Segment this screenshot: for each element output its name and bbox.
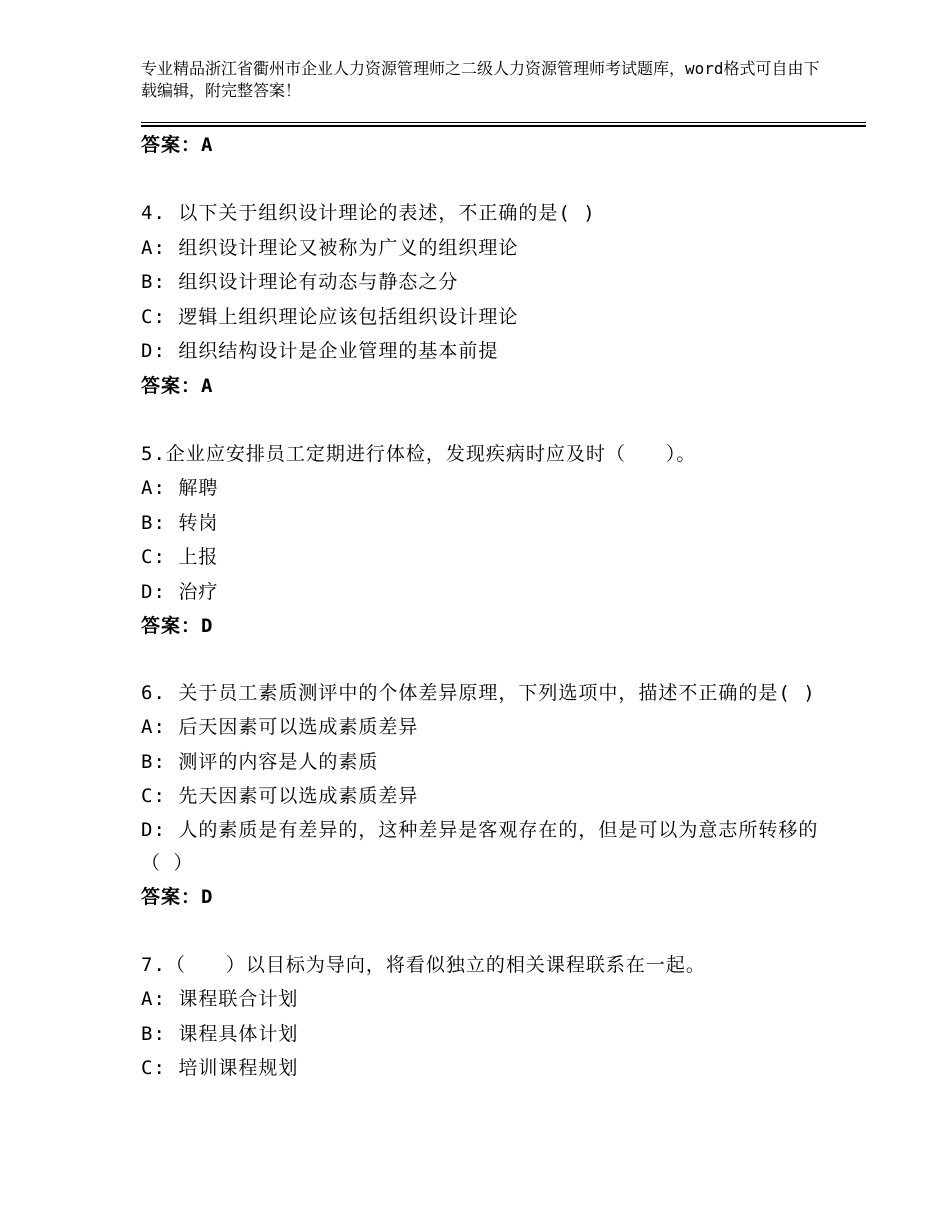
spacer (141, 643, 821, 677)
question-6 (141, 677, 821, 914)
option-c: C: 先天因素可以选成素质差异 (141, 785, 419, 807)
document-header: 专业精品浙江省衢州市企业人力资源管理师之二级人力资源管理师考试题库，word格式可自由下载编辑，附完整答案！ (141, 59, 820, 100)
answer-label: 答案：D (141, 615, 214, 637)
question-stem: 6. 关于员工素质测评中的个体差异原理，下列选项中，描述不正确的是( ) (141, 682, 816, 704)
answer-label: 答案：D (141, 885, 214, 908)
option-c: C: 逻辑上组织理论应该包括组织设计理论 (141, 305, 519, 328)
option-a: A: 组织设计理论又被称为广义的组织理论 (141, 236, 519, 259)
option-d: D: 治疗 (141, 580, 219, 603)
option-a: A: 后天因素可以选成素质差异 (141, 716, 419, 738)
option-c: C: 培训课程规划 (141, 1057, 299, 1079)
option-a: A: 课程联合计划 (141, 988, 299, 1010)
answer-label: 答案：A (141, 374, 214, 397)
option-c: C: 上报 (141, 546, 219, 568)
option-d: D: 组织结构设计是企业管理的基本前提 (141, 340, 499, 362)
question-4 (141, 196, 821, 403)
spacer (141, 162, 821, 196)
question-stem: 4. 以下关于组织设计理论的表述，不正确的是( ) (141, 202, 596, 224)
question-5 (141, 437, 821, 644)
header-rule-top (141, 122, 866, 123)
header-rule-bottom (141, 125, 866, 127)
spacer (141, 914, 821, 948)
option-b: B: 组织设计理论有动态与静态之分 (141, 271, 459, 293)
question-list (141, 128, 821, 1086)
option-b: B: 转岗 (141, 511, 219, 534)
option-d: D: 人的素质是有差异的，这种差异是客观存在的，但是可以为意志所转移的（ ） (141, 818, 819, 874)
question-stem: 5.企业应安排员工定期进行体检，发现疾病时应及时（ ）。 (141, 442, 697, 465)
option-b: B: 测评的内容是人的素质 (141, 750, 379, 773)
spacer (141, 403, 821, 437)
option-a: A: 解聘 (141, 477, 219, 499)
question-7 (141, 948, 821, 1086)
question-stem: 7.（ ）以目标为导向，将看似独立的相关课程联系在一起。 (141, 953, 706, 976)
previous-answer: 答案：A (141, 134, 214, 156)
option-b: B: 课程具体计划 (141, 1022, 299, 1045)
